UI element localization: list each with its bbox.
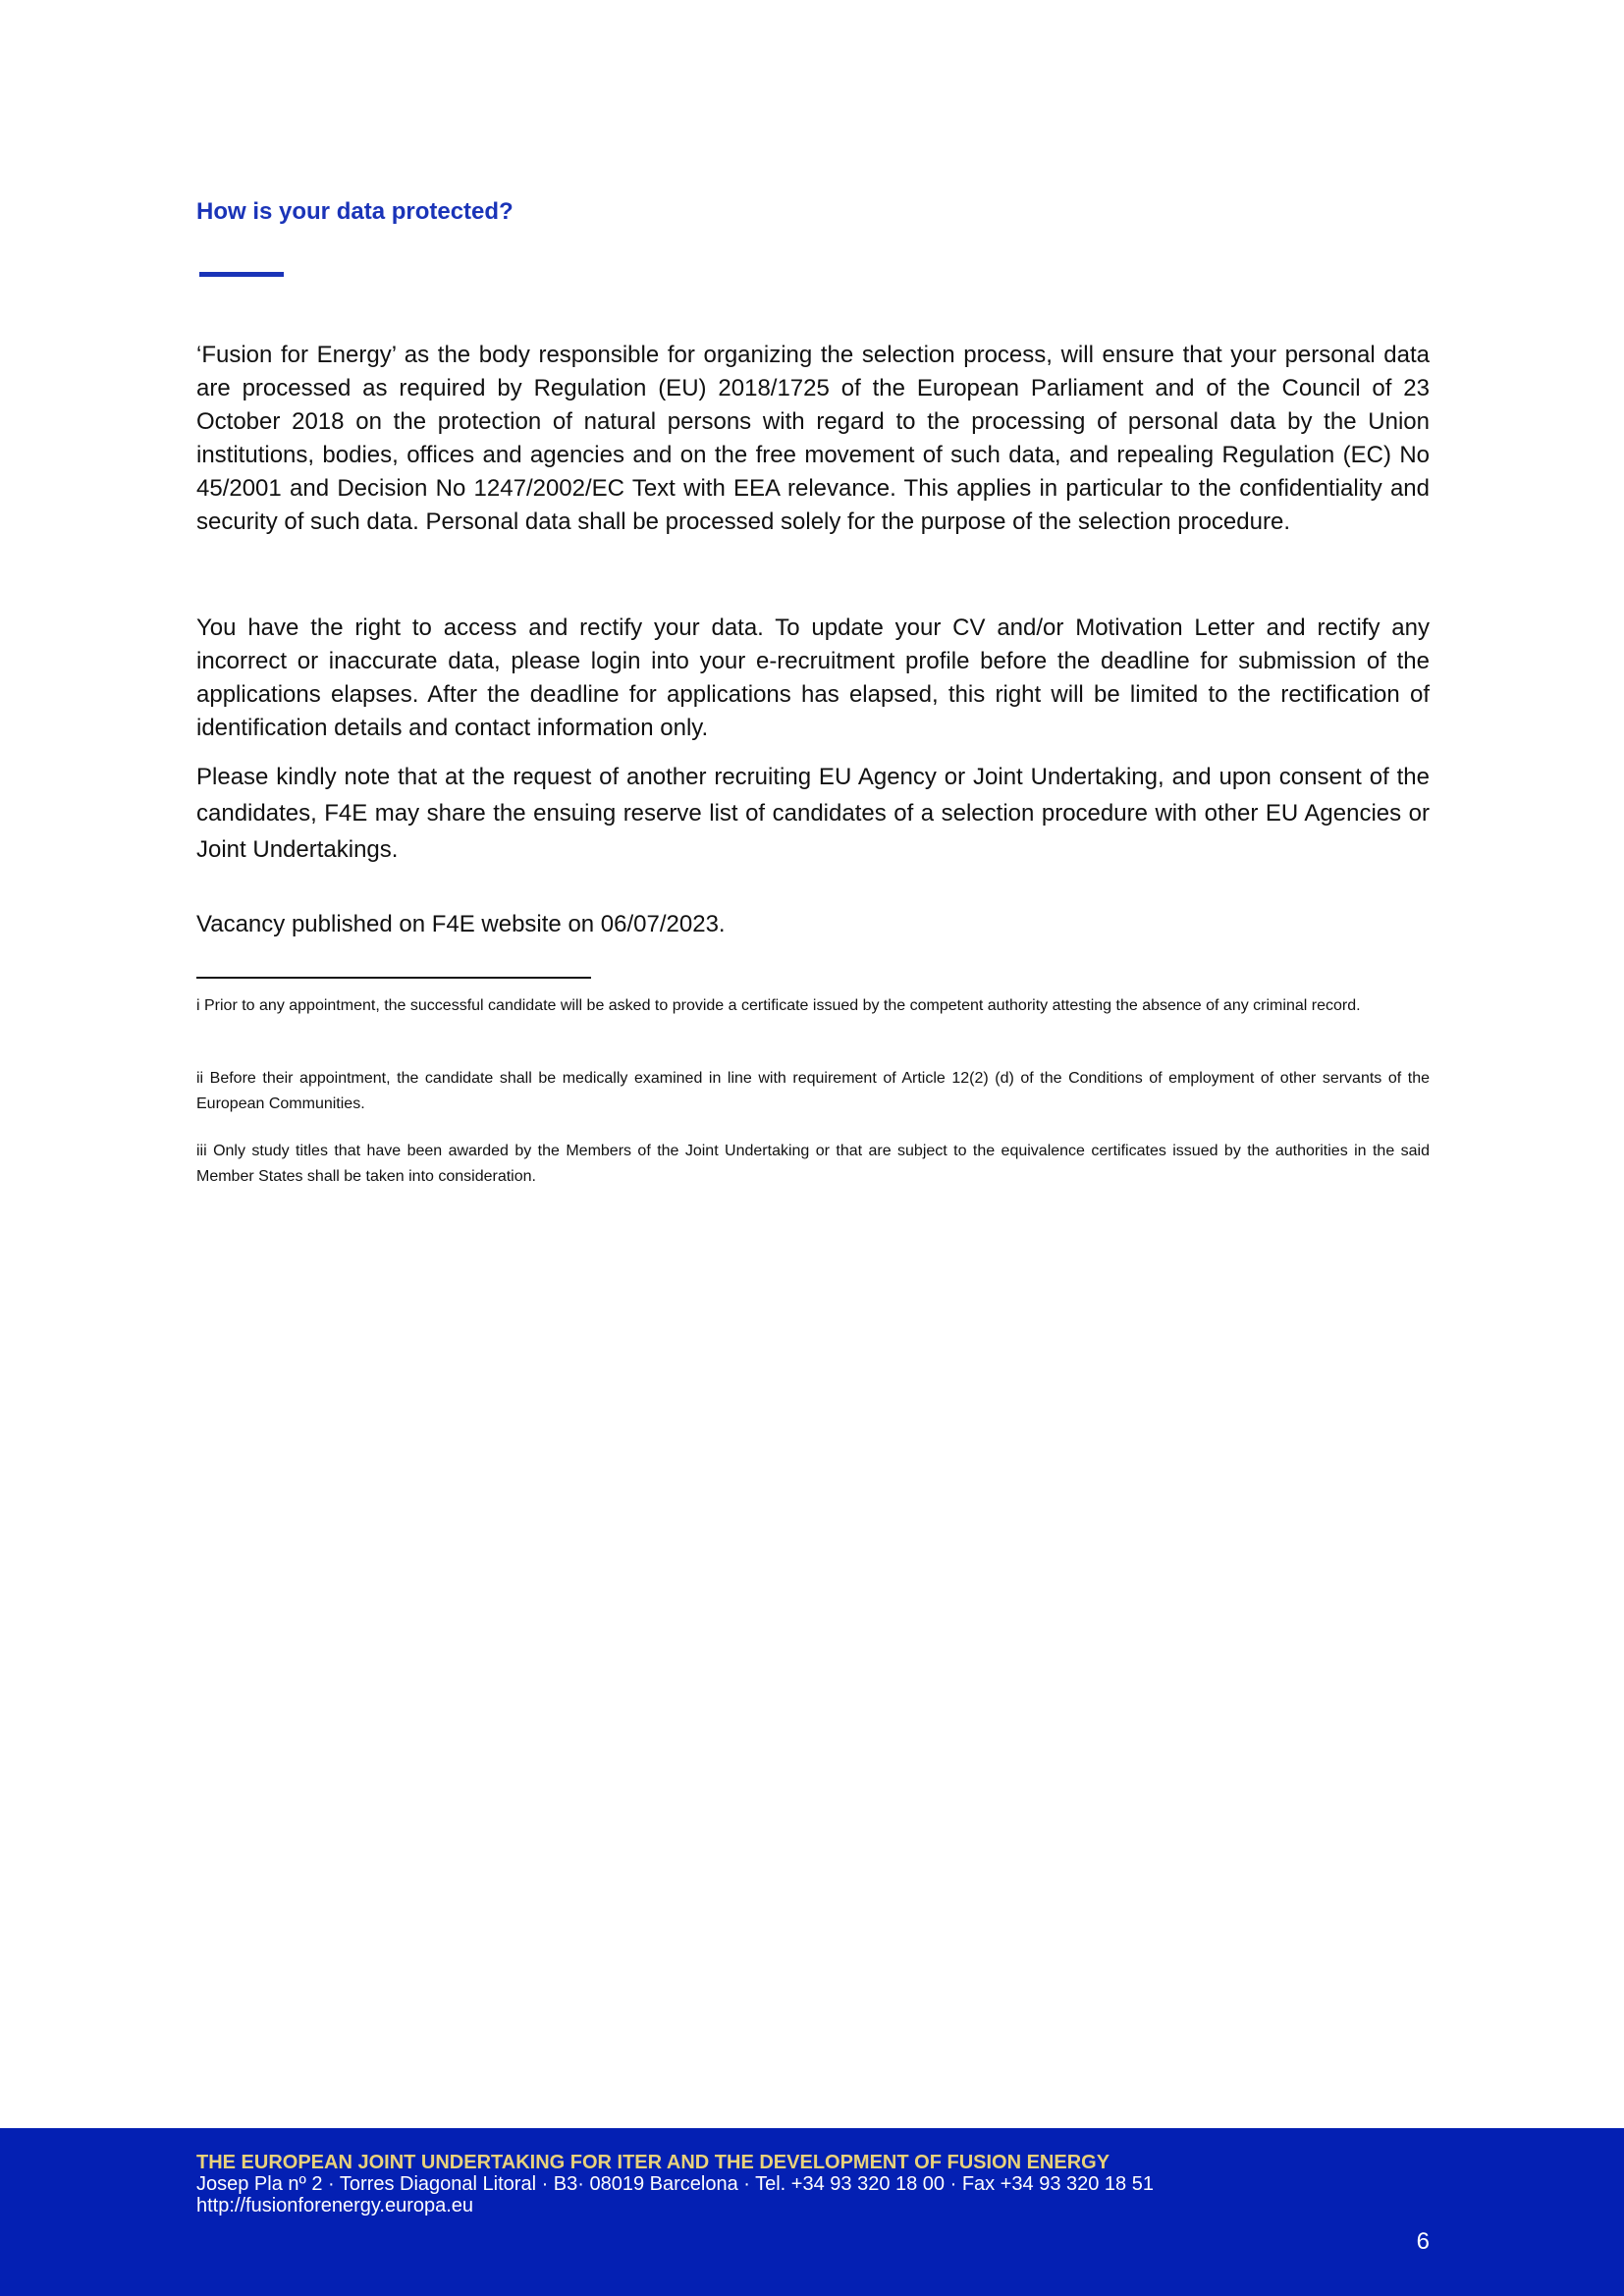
footnote-criminal-record: i Prior to any appointment, the successful candidate will be asked to provide a certificate issued by the competent authority attesting the absence of any criminal record. — [196, 997, 1361, 1014]
footer-address: Josep Pla nº 2 · Torres Diagonal Litoral · B3· 08019 Barcelona · Tel. +34 93 320 18 00 · Fax +34 93 320 18 51 — [196, 2173, 1154, 2195]
paragraph-reserve-list-sharing: Please kindly note that at the request of another recruiting EU Agency or Joint Undertaking, and upon consent of the candidates, F4E may share the ensuing reserve list of candidates of a selection procedure with other EU Agencies or Joint Undertakings. — [196, 764, 1430, 863]
section-heading: How is your data protected? — [196, 198, 514, 225]
heading-underline — [199, 272, 284, 277]
footnote-medical-exam: ii Before their appointment, the candidate shall be medically examined in line with requirement of Article 12(2) (d) of the Conditions of employment of other servants of the European Communities. — [196, 1070, 1430, 1112]
footer-text-block — [196, 2152, 1154, 2216]
footnote-study-titles: iii Only study titles that have been awarded by the Members of the Joint Undertaking or that are subject to the equivalence certificates issued by the authorities in the said Member States shall be taken into consideration. — [196, 1143, 1430, 1185]
footer-website-link[interactable]: http://fusionforenergy.europa.eu — [196, 2195, 474, 2216]
footer-organization: THE EUROPEAN JOINT UNDERTAKING FOR ITER AND THE DEVELOPMENT OF FUSION ENERGY — [196, 2152, 1110, 2173]
page-number: 6 — [1416, 2228, 1430, 2255]
footnote-separator — [196, 977, 591, 979]
paragraph-right-to-access: You have the right to access and rectify your data. To update your CV and/or Motivation Letter and rectify any incorrect or inaccurate data, please login into your e-recruitment profile before the deadline for submission of the applications elapses. After the deadline for applications has elapsed, this right will be limited to the rectification of identification details and contact information only. — [196, 614, 1430, 741]
paragraph-data-protection: ‘Fusion for Energy’ as the body responsible for organizing the selection process, will ensure that your personal data are processed as required by Regulation (EU) 2018/1725 of the European Parliament and of the Council of 23 October 2018 on the protection of natural persons with regard to the processing of personal data by the Union institutions, bodies, offices and agencies and on the free movement of such data, and repealing Regulation (EC) No 45/2001 and Decision No 1247/2002/EC Text with EEA relevance. This applies in particular to the confidentiality and security of such data. Personal data shall be processed solely for the purpose of the selection procedure. — [196, 342, 1430, 535]
paragraph-publication-date: Vacancy published on F4E website on 06/07/2023. — [196, 911, 726, 937]
page-footer — [0, 2128, 1624, 2296]
